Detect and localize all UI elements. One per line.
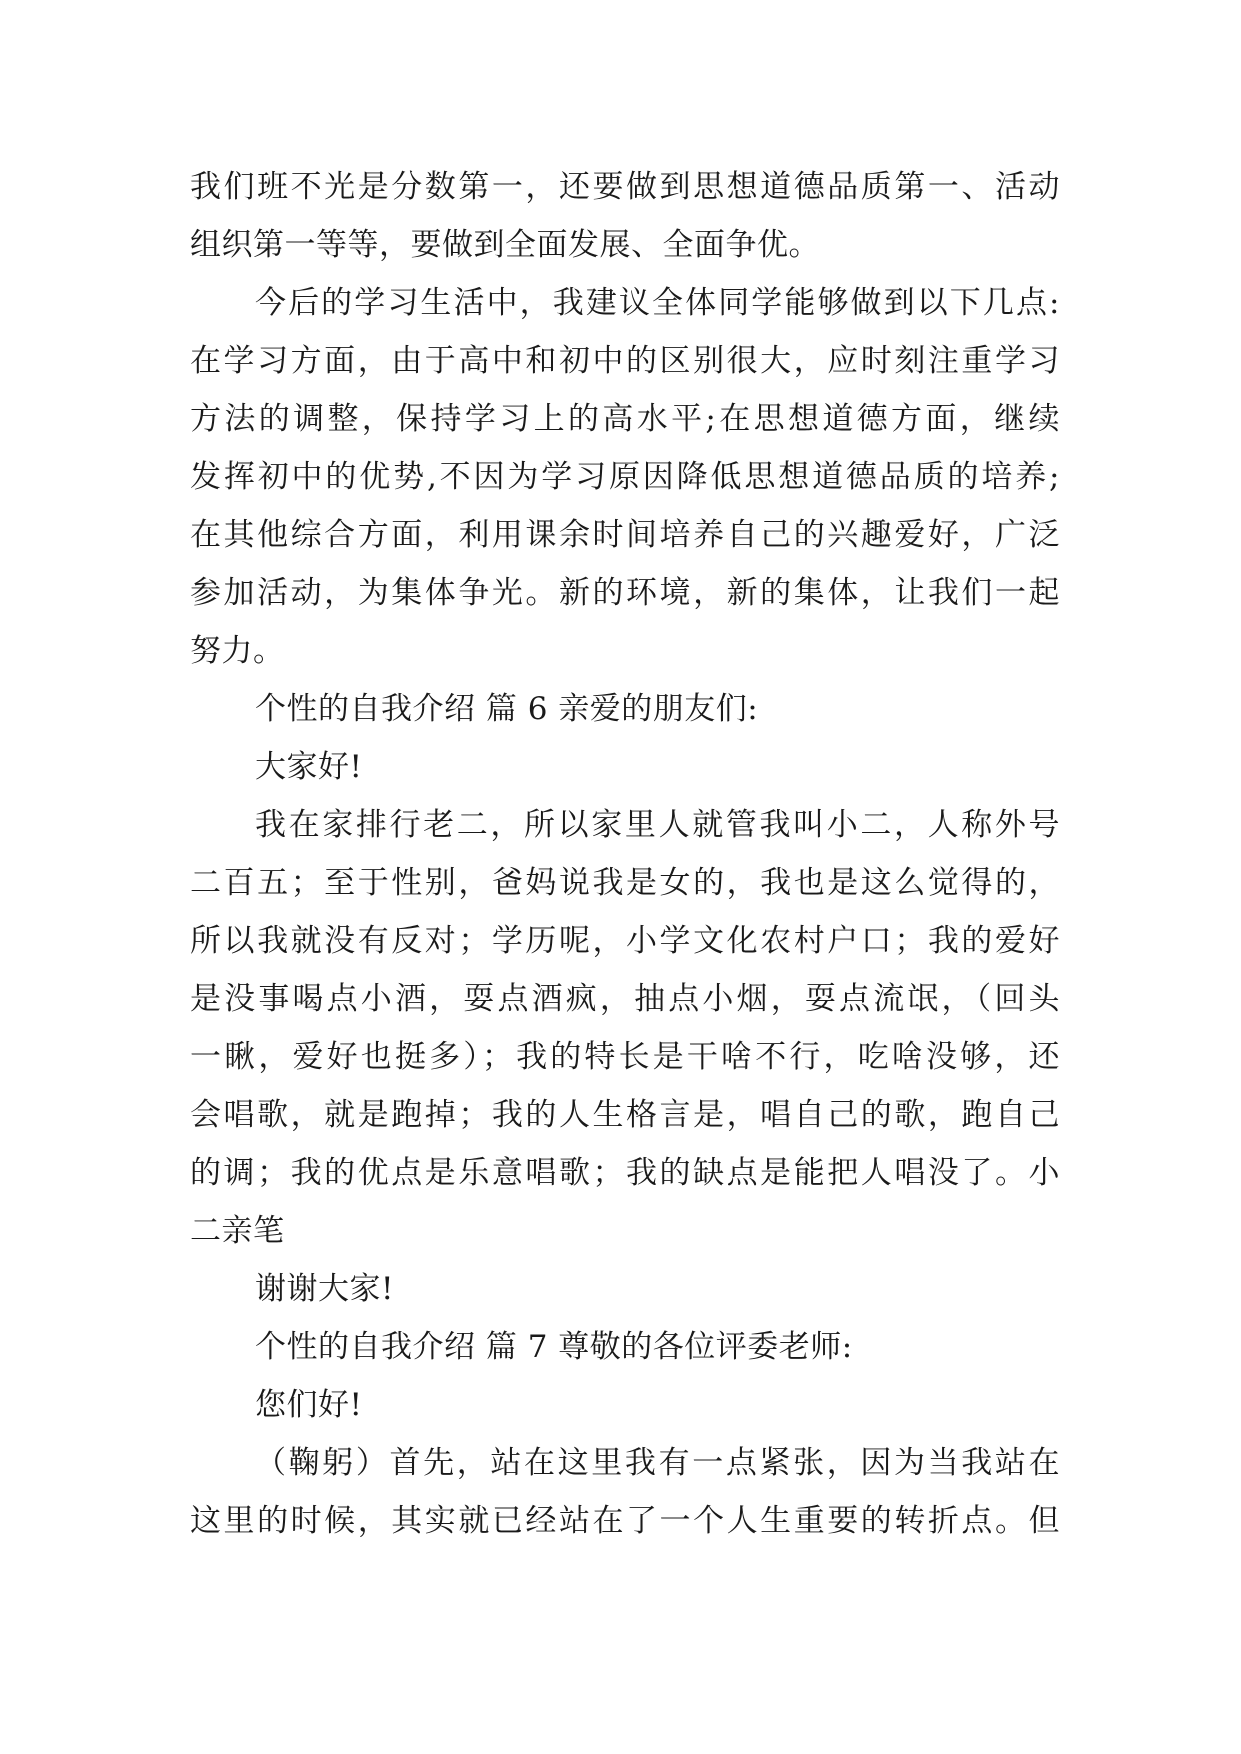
text-line: 我们班不光是分数第一，还要做到思想道德品质第一、活动 — [190, 169, 1060, 205]
greeting-line: 您们好! — [255, 1387, 363, 1423]
text-line: 的调；我的优点是乐意唱歌；我的缺点是能把人唱没了。小 — [190, 1155, 1060, 1191]
text-line: 参加活动，为集体争光。新的环境，新的集体，让我们一起 — [190, 575, 1060, 611]
text-line: 会唱歌，就是跑掉；我的人生格言是，唱自己的歌，跑自己 — [190, 1097, 1060, 1133]
text-line: 在学习方面，由于高中和初中的区别很大，应时刻注重学习 — [190, 343, 1060, 379]
text-line: 这里的时候，其实就已经站在了一个人生重要的转折点。但 — [190, 1503, 1060, 1539]
text-line: 所以我就没有反对；学历呢，小学文化农村户口；我的爱好 — [190, 923, 1060, 959]
text-line: 一瞅，爱好也挺多）；我的特长是干啥不行，吃啥没够，还 — [190, 1039, 1060, 1075]
section-heading-7: 个性的自我介绍 篇 7 尊敬的各位评委老师: — [255, 1329, 853, 1365]
text-line: 发挥初中的优势,不因为学习原因降低思想道德品质的培养; — [190, 459, 1060, 495]
text-line: 方法的调整，保持学习上的高水平;在思想道德方面，继续 — [190, 401, 1060, 437]
section-heading-6: 个性的自我介绍 篇 6 亲爱的朋友们: — [255, 691, 759, 727]
text-line: 二亲笔 — [190, 1213, 285, 1249]
text-line: 我在家排行老二，所以家里人就管我叫小二，人称外号 — [255, 807, 1060, 843]
text-line: （鞠躬）首先，站在这里我有一点紧张，因为当我站在 — [255, 1445, 1060, 1481]
greeting-line: 大家好! — [255, 749, 363, 785]
text-line: 今后的学习生活中，我建议全体同学能够做到以下几点: — [255, 285, 1060, 321]
text-line: 组织第一等等，要做到全面发展、全面争优。 — [190, 227, 820, 263]
closing-line: 谢谢大家! — [255, 1271, 394, 1307]
text-line: 在其他综合方面，利用课余时间培养自己的兴趣爱好，广泛 — [190, 517, 1060, 553]
text-line: 是没事喝点小酒，耍点酒疯，抽点小烟，耍点流氓，（回头 — [190, 981, 1060, 1017]
text-line: 努力。 — [190, 633, 285, 669]
text-line: 二百五；至于性别，爸妈说我是女的，我也是这么觉得的， — [190, 865, 1060, 901]
